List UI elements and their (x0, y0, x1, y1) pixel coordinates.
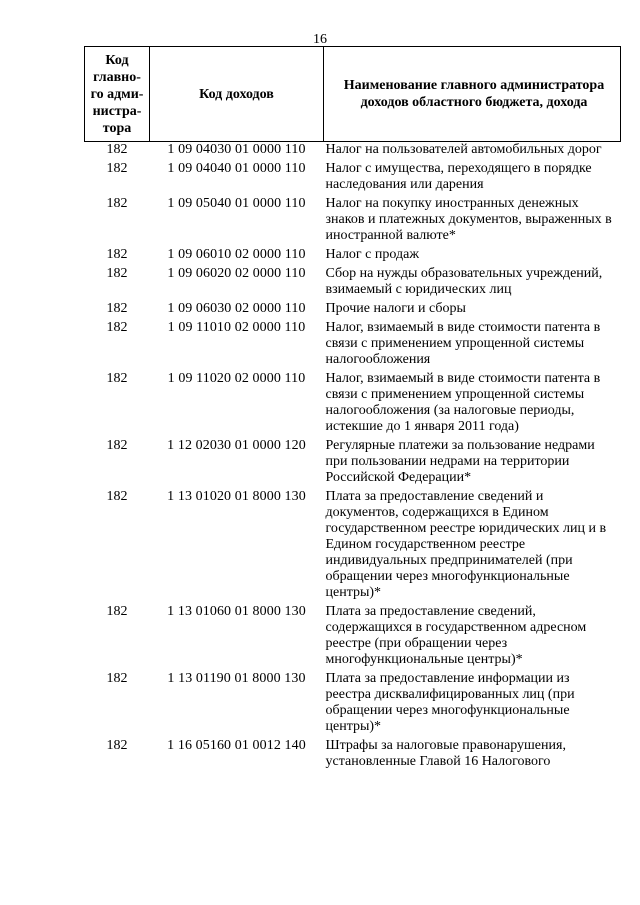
table-row (85, 671, 621, 738)
admin-code-cell: 182 (106, 142, 128, 157)
admin-code-cell: 182 (106, 738, 128, 753)
table-row (85, 196, 621, 247)
income-name-cell: Налог на покупку иностранных денежных знаков и платежных документов, выраженных в иностранной валюте* (325, 196, 612, 243)
table-row (85, 161, 621, 196)
header-admin-code: Код главно-го адми-нистра-тора (85, 47, 150, 142)
header-name: Наименование главного администратора доходов областного бюджета, дохода (324, 47, 621, 142)
income-code-cell: 1 09 04030 01 0000 110 (167, 142, 306, 157)
admin-code-cell: 182 (106, 320, 128, 335)
table-body (85, 142, 621, 774)
admin-code-cell: 182 (106, 247, 128, 262)
income-code-cell: 1 09 06030 02 0000 110 (167, 301, 306, 316)
table-row (85, 301, 621, 320)
income-code-cell: 1 13 01190 01 8000 130 (167, 671, 306, 686)
table-row (85, 438, 621, 489)
page-number: 16 (313, 32, 327, 47)
admin-code-cell: 182 (106, 489, 128, 504)
admin-code-cell: 182 (106, 604, 128, 619)
admin-code-cell: 182 (106, 301, 128, 316)
income-code-cell: 1 13 01020 01 8000 130 (167, 489, 306, 504)
income-code-cell: 1 09 04040 01 0000 110 (167, 161, 306, 176)
table-header (85, 47, 621, 142)
table-row (85, 142, 621, 162)
header-income-code: Код доходов (150, 47, 324, 142)
income-name-cell: Сбор на нужды образовательных учреждений, взимаемый с юридических лиц (325, 266, 603, 297)
income-administrators-table (84, 46, 621, 773)
income-code-cell: 1 16 05160 01 0012 140 (167, 738, 306, 753)
table-row (85, 266, 621, 301)
income-name-cell: Налог с имущества, переходящего в порядке наследования или дарения (325, 161, 592, 192)
income-name-cell: Плата за предоставление сведений и документов, содержащихся в Едином государственном реестре юридических лиц и в Едином государственном реестре индивидуальных предпринимателей (при обращении через многофункциональные центры)* (325, 489, 607, 600)
income-name-cell: Плата за предоставление сведений, содержащихся в государственном адресном реестре (при обращении через многофункциональные центры)* (325, 604, 587, 667)
income-code-cell: 1 12 02030 01 0000 120 (167, 438, 306, 453)
table-row (85, 371, 621, 438)
admin-code-cell: 182 (106, 266, 128, 281)
admin-code-cell: 182 (106, 438, 128, 453)
income-name-cell: Штрафы за налоговые правонарушения, установленные Главой 16 Налогового (325, 738, 566, 769)
table-row (85, 320, 621, 371)
income-code-cell: 1 09 11010 02 0000 110 (167, 320, 306, 335)
income-code-cell: 1 09 06010 02 0000 110 (167, 247, 306, 262)
admin-code-cell: 182 (106, 371, 128, 386)
income-name-cell: Плата за предоставление информации из реестра дисквалифицированных лиц (при обращении через многофункциональные центры)* (325, 671, 575, 734)
income-code-cell: 1 09 06020 02 0000 110 (167, 266, 306, 281)
table-row (85, 489, 621, 604)
table-row (85, 604, 621, 671)
income-name-cell: Налог с продаж (325, 247, 419, 262)
table-row (85, 738, 621, 773)
income-code-cell: 1 13 01060 01 8000 130 (167, 604, 306, 619)
income-code-cell: 1 09 05040 01 0000 110 (167, 196, 306, 211)
income-code-cell: 1 09 11020 02 0000 110 (167, 371, 306, 386)
income-name-cell: Прочие налоги и сборы (325, 301, 466, 316)
admin-code-cell: 182 (106, 671, 128, 686)
admin-code-cell: 182 (106, 161, 128, 176)
income-name-cell: Налог, взимаемый в виде стоимости патента в связи с применением упрощенной системы налогообложения (325, 320, 601, 367)
income-name-cell: Налог, взимаемый в виде стоимости патента в связи с применением упрощенной системы налогообложения (за налоговые периоды, истекшие до 1 января 2011 года) (325, 371, 601, 434)
table-row (85, 247, 621, 266)
admin-code-cell: 182 (106, 196, 128, 211)
income-name-cell: Регулярные платежи за пользование недрами при пользовании недрами на территории Российской Федерации* (325, 438, 595, 485)
income-name-cell: Налог на пользователей автомобильных дорог (325, 142, 602, 157)
